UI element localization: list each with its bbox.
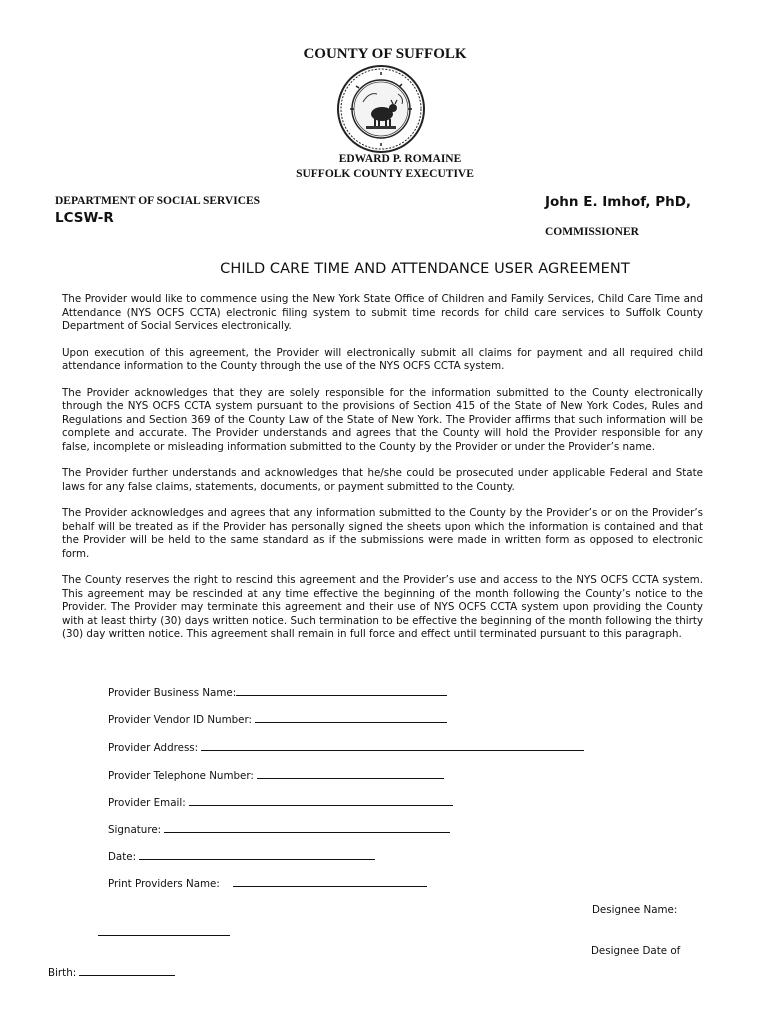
designee-name-label: Designee Name:	[592, 904, 678, 916]
commissioner-credential: LCSW-R	[55, 210, 114, 226]
vendor-id-field[interactable]	[108, 712, 447, 726]
birth-label: Birth:	[48, 967, 80, 979]
print-name-line[interactable]	[233, 876, 427, 887]
telephone-line[interactable]	[257, 768, 444, 779]
address-line[interactable]	[201, 740, 584, 751]
commissioner-name: John E. Imhof, PhD,	[545, 194, 692, 210]
business-name-label: Provider Business Name:	[108, 687, 237, 699]
agreement-body	[62, 293, 703, 655]
date-field[interactable]	[108, 849, 375, 863]
telephone-label: Provider Telephone Number:	[108, 770, 258, 782]
agreement-paragraph: The Provider would like to commence using the New York State Office of Children and Family Services, Child Care Time and Attendance (NYS OCFS CCTA) electronic filing system to submit time records for child care services to Suffolk County Department of Social Services electronically.	[62, 293, 703, 332]
agreement-title: CHILD CARE TIME AND ATTENDANCE USER AGREEMENT	[220, 261, 630, 277]
commissioner-title: COMMISSIONER	[545, 226, 639, 238]
agreement-paragraph: The Provider further understands and acknowledges that he/she could be prosecuted under applicable Federal and State laws for any false claims, statements, documents, or payment submitted to the County.	[62, 467, 703, 493]
signature-field[interactable]	[108, 822, 450, 836]
designee-name-line[interactable]	[98, 925, 230, 936]
county-seal-icon	[336, 64, 426, 154]
agreement-paragraph: The Provider acknowledges that they are solely responsible for the information submitted to the County electronically through the NYS OCFS CCTA system pursuant to the provisions of Section 415 of the State of New York Codes, Rules and Regulations and Section 369 of the County Law of the State of New York. The Provider affirms that such information will be complete and accurate. The Provider understands and agrees that the County will hold the Provider responsible for any false, incomplete or misleading information submitted to the County by the Provider or under the Provider’s name.	[62, 386, 703, 453]
vendor-id-line[interactable]	[255, 712, 447, 723]
print-name-label: Print Providers Name:	[108, 878, 220, 890]
agreement-paragraph: The Provider acknowledges and agrees that any information submitted to the County by the Provider’s or on the Provider’s behalf will be treated as if the Provider has personally signed the sheets upon which the information is contained and that the Provider will be held to the same standard as if the submissions were made in written form as opposed to electronic form.	[62, 507, 703, 560]
address-label: Provider Address:	[108, 742, 202, 754]
date-label: Date:	[108, 851, 140, 863]
address-field[interactable]	[108, 740, 584, 754]
department-name: DEPARTMENT OF SOCIAL SERVICES	[55, 195, 261, 207]
email-line[interactable]	[189, 795, 453, 806]
telephone-field[interactable]	[108, 768, 444, 782]
signature-line[interactable]	[164, 822, 450, 833]
agreement-paragraph: The County reserves the right to rescind this agreement and the Provider’s use and access to the NYS OCFS CCTA system. This agreement may be rescinded at any time effective the beginning of the month following the County’s notice to the Provider. The Provider may terminate this agreement and their use of NYS OCFS CCTA system upon providing the County with at least thirty (30) days written notice. Such termination to be effective the beginning of the month following the thirty (30) day written notice. This agreement shall remain in full force and effect until terminated pursuant to this paragraph.	[62, 574, 703, 640]
executive-name: EDWARD P. ROMAINE	[338, 153, 462, 165]
signature-label: Signature:	[108, 824, 165, 836]
designee-dob-label: Designee Date of	[591, 945, 681, 957]
vendor-id-label: Provider Vendor ID Number:	[108, 714, 256, 726]
print-name-field[interactable]	[108, 876, 427, 890]
birth-field[interactable]	[48, 965, 175, 979]
business-name-field[interactable]	[108, 685, 447, 699]
email-label: Provider Email:	[108, 797, 189, 809]
birth-line[interactable]	[79, 965, 175, 976]
business-name-line[interactable]	[236, 685, 447, 696]
email-field[interactable]	[108, 795, 453, 809]
agreement-paragraph: Upon execution of this agreement, the Provider will electronically submit all claims for payment and all required child attendance information to the County through the use of the NYS OCFS CCTA system.	[62, 346, 703, 372]
executive-title: SUFFOLK COUNTY EXECUTIVE	[296, 168, 474, 180]
county-heading: COUNTY OF SUFFOLK	[303, 46, 467, 62]
date-line[interactable]	[139, 849, 375, 860]
